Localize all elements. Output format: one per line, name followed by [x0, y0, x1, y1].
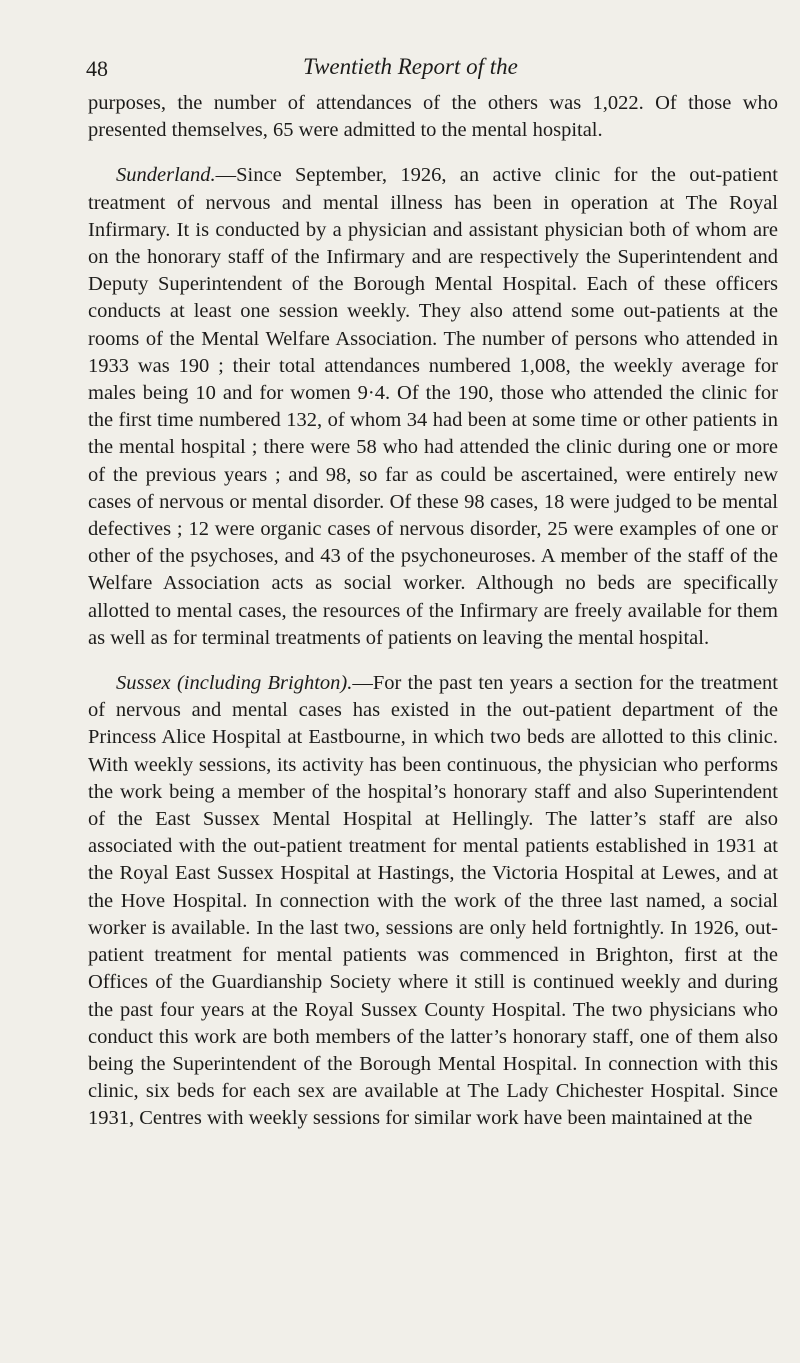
book-page [88, 50, 778, 1133]
paragraph-sussex [88, 670, 778, 1132]
paragraph-lead-sunderland: Sunderland. [116, 164, 216, 187]
paragraph-continuation [88, 90, 778, 144]
running-title: Twentieth Report of the [303, 54, 518, 79]
paragraph-text: purposes, the number of attendances of the others was 1,022. Of those who presented themselves, 65 were admitted to the mental hospital. [88, 92, 778, 142]
page-header [88, 50, 778, 90]
paragraph-text: —For the past ten years a section for the treatment of nervous and mental cases has existed in the out-patient department of the Princess Alice Hospital at Eastbourne, in which two beds are allotted to this clinic. With weekly sessions, its activity has been continuous, the physician who performs the work being a member of the hospital’s honorary staff and also Superintendent of the East Sussex Mental Hospital at Hellingly. The latter’s staff are also associated with the out-patient treatment for mental patients established in 1931 at the Royal East Sussex Hospital at Hastings, the Victoria Hospital at Lewes, and at the Hove Hospital. In connection with the work of the three last named, a social worker is available. In the last two, sessions are only held fortnightly. In 1926, out-patient treatment for mental patients was commenced in Brighton, first at the Offices of the Guardianship Society where it still is continued weekly and during the past four years at the Royal Sussex County Hospital. The two physicians who conduct this work are both members of the latter’s honorary staff, one of them also being the Superintendent of the Borough Mental Hospital. In connection with this clinic, six beds for each sex are available at The Lady Chichester Hospital. Since 1931, Centres with weekly sessions for similar work have been maintained at the [88, 672, 778, 1130]
body-text [88, 90, 778, 1133]
paragraph-text: —Since September, 1926, an active clinic for the out-patient treatment of nervous and mental illness has been in operation at The Royal Infirmary. It is conducted by a physician and assistant physician both of whom are on the honorary staff of the Infirmary and are respectively the Superintendent and Deputy Superintendent of the Borough Mental Hospital. Each of these officers conducts at least one session weekly. They also attend some out-patients at the rooms of the Mental Welfare Association. The number of persons who attended in 1933 was 190 ; their total attendances numbered 1,008, the weekly average for males being 10 and for women 9·4. Of the 190, those who attended the clinic for the first time numbered 132, of whom 34 had been at some time or other patients in the mental hospital ; there were 58 who had attended the clinic during one or more of the previous years ; and 98, so far as could be ascertained, were entirely new cases of nervous or mental disorder. Of these 98 cases, 18 were judged to be mental defectives ; 12 were organic cases of nervous disorder, 25 were examples of one or other of the psychoses, and 43 of the psychoneuroses. A member of the staff of the Welfare Association acts as social worker. Although no beds are specifically allotted to mental cases, the resources of the Infirmary are freely available for them as well as for terminal treatments of patients on leaving the mental hospital. [88, 164, 778, 649]
paragraph-lead-sussex: Sussex (including Brighton). [116, 672, 353, 695]
paragraph-sunderland [88, 162, 778, 652]
page-number: 48 [86, 56, 108, 81]
